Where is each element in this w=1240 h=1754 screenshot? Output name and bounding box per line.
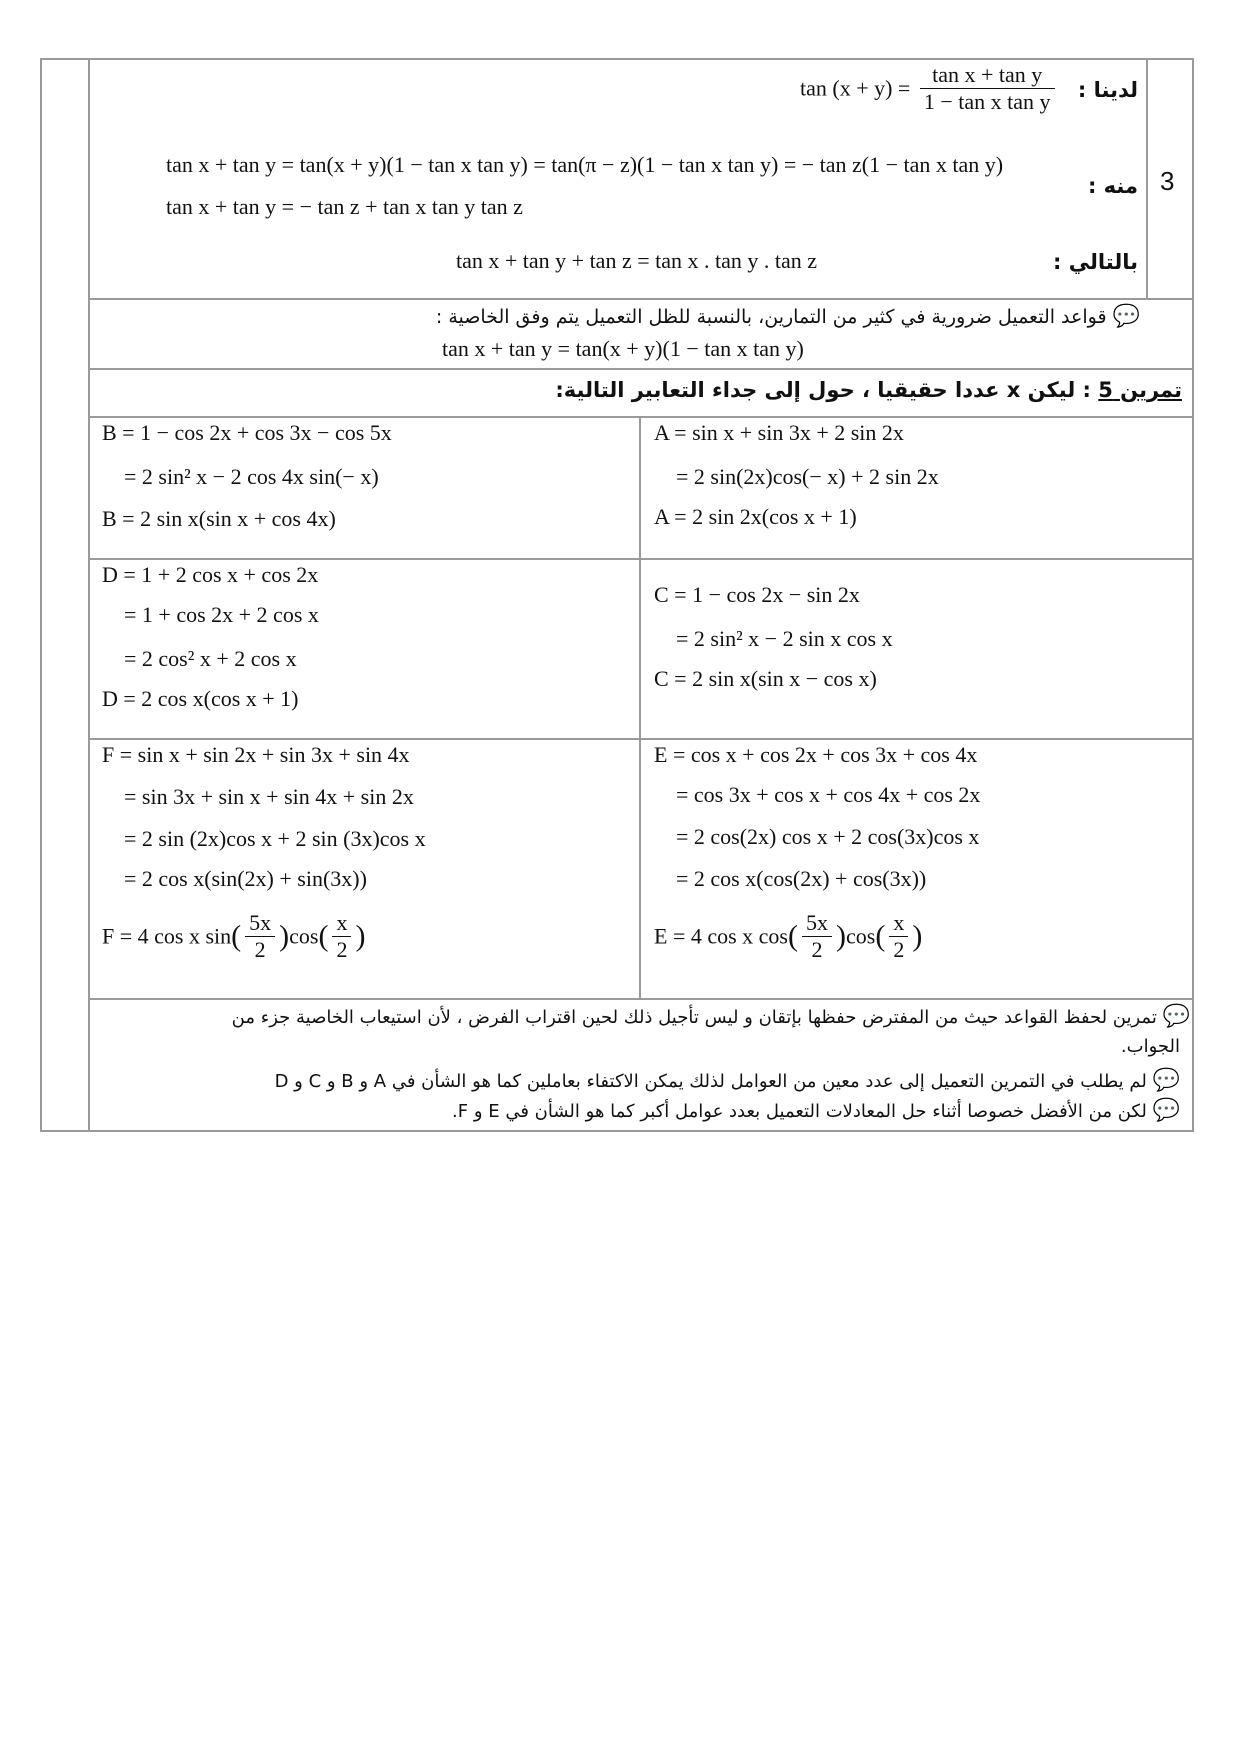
label-therefore: بالتالي : [1053,250,1138,274]
eq-hence-1: tan x + tan y = tan(x + y)(1 − tan x tan y) = tan(π − z)(1 − tan x tan y) = − tan z(1 − tan x tan y) [166,152,1004,177]
note-bottom-2 [275,1068,1180,1093]
rule-ex5-bottom [88,416,1194,418]
cell-d-line-1: D = 1 + 2 cos x + cos 2x [102,562,319,587]
cell-b-line-3: B = 2 sin x(sin x + cos 4x) [102,506,336,531]
cell-f-line-4: = 2 cos x(sin(2x) + sin(3x)) [124,866,367,891]
cell-e-line-4: = 2 cos x(cos(2x) + cos(3x)) [676,866,927,891]
cell-f-last-mid: cos [289,923,319,949]
frame-top [40,58,1194,60]
cell-c-line-2: = 2 sin² x − 2 sin x cos x [676,626,893,651]
cell-d-line-4: D = 2 cos x(cos x + 1) [102,686,299,711]
frame-left [40,58,42,1130]
cell-f-line-5 [102,910,365,963]
cell-e-frac-1-den: 2 [811,937,823,962]
frame-inner-left [88,58,90,1130]
note-bottom-1-cont: الجواب. [1120,1036,1180,1057]
cell-e-line-5 [654,910,922,963]
cell-f-frac-2 [332,910,351,963]
cell-e-frac-2-den: 2 [893,937,905,962]
note-bottom-3-text: لكن من الأفضل خصوصا أثناء حل المعادلات التعميل بعدد عوامل أكبر كما هو الشأن في E و F. [452,1101,1147,1122]
exercise5-heading [555,378,1182,402]
cell-f-frac-1-den: 2 [254,937,266,962]
eq-given-den: 1 − tan x tan y [923,89,1051,114]
cell-f-last-pre: F = 4 cos x sin [102,923,232,949]
frame-right [1192,58,1194,1130]
exercise5-sep: : [1075,378,1099,402]
row-number: 3 [1160,166,1175,196]
cell-a-line-2: = 2 sin(2x)cos(− x) + 2 sin 2x [676,464,939,489]
note-bottom-1 [232,1004,1190,1029]
eq-given [800,62,1059,115]
exercise5-statement: ليكن x عددا حقيقيا ، حول إلى جداء التعابير التالية: [555,378,1076,402]
note1-text: قواعد التعميل ضرورية في كثير من التمارين، بالنسبة للظل التعميل يتم وفق الخاصية : [435,306,1107,328]
cell-e-line-1: E = cos x + cos 2x + cos 3x + cos 4x [654,742,978,767]
note1 [436,304,1140,329]
cell-f-line-2: = sin 3x + sin x + sin 4x + sin 2x [124,784,414,809]
exercise5-title: تمرين 5 [1098,378,1182,402]
cell-e-line-2: = cos 3x + cos x + cos 4x + cos 2x [676,782,981,807]
paren-close-2: ) [912,919,923,953]
rule-row3-bottom [88,298,1194,300]
cell-a-line-1: A = sin x + sin 3x + 2 sin 2x [654,420,904,445]
cell-e-frac-1 [802,910,832,963]
cell-c-line-3: C = 2 sin x(sin x − cos x) [654,666,877,691]
cell-f-frac-2-num: x [332,910,351,937]
cell-d-line-3: = 2 cos² x + 2 cos x [124,646,297,671]
speech-bubble-icon: 💬 [1152,1068,1180,1093]
eq-result: tan x + tan y + tan z = tan x . tan y . tan z [456,248,818,273]
cell-d-line-2: = 1 + cos 2x + 2 cos x [124,602,319,627]
rule-grid-1 [88,558,1194,560]
cell-e-line-3: = 2 cos(2x) cos x + 2 cos(3x)cos x [676,824,980,849]
eq-given-num: tan x + tan y [920,62,1055,89]
rule-note1-bottom [88,368,1194,370]
grid-mid-col [639,416,641,998]
cell-f-frac-2-den: 2 [336,937,348,962]
label-hence: منه : [1087,174,1138,198]
rule-grid-2 [88,738,1194,740]
cell-c-line-1: C = 1 − cos 2x − sin 2x [654,582,860,607]
cell-f-frac-1 [245,910,275,963]
paren-open-2: ( [318,919,329,953]
rule-grid-3 [88,998,1194,1000]
speech-bubble-icon: 💬 [1112,304,1140,329]
label-given: لدينا : [1077,78,1138,102]
cell-e-last-mid: cos [846,923,876,949]
paren-close: ) [279,919,290,953]
paren-close: ) [836,919,846,953]
cell-f-line-3: = 2 sin (2x)cos x + 2 sin (3x)cos x [124,826,426,851]
eq-hence-2: tan x + tan y = − tan z + tan x tan y tan z [166,194,523,219]
cell-f-frac-1-num: 5x [245,910,275,937]
paren-close-2: ) [355,919,366,953]
eq-given-fraction [920,62,1055,115]
cell-f-line-1: F = sin x + sin 2x + sin 3x + sin 4x [102,742,410,767]
cell-e-last-pre: E = 4 cos x cos [654,923,788,949]
cell-b-line-2: = 2 sin² x − 2 cos 4x sin(− x) [124,464,379,489]
speech-bubble-icon: 💬 [1162,1004,1190,1029]
frame-number-col [1146,58,1148,298]
cell-a-line-3: A = 2 sin 2x(cos x + 1) [654,504,857,529]
paren-open-2: ( [875,919,886,953]
note-bottom-3 [452,1098,1180,1123]
eq-given-lhs: tan (x + y) = [800,75,911,101]
paren-open: ( [231,919,242,953]
cell-e-frac-1-num: 5x [802,910,832,937]
paren-open: ( [788,919,798,953]
note-bottom-1-text: تمرين لحفظ القواعد حيث من المفترض حفظها بإتقان و ليس تأجيل ذلك لحين اقتراب الفرض ، لأن استيعاب الخاصية جزء من [231,1007,1157,1028]
cell-e-frac-2 [889,910,908,963]
note1-formula: tan x + tan y = tan(x + y)(1 − tan x tan y) [442,336,804,361]
cell-e-frac-2-num: x [889,910,908,937]
note-bottom-2-text: لم يطلب في التمرين التعميل إلى عدد معين من العوامل لذلك يمكن الاكتفاء بعاملين كما هو الشأن في A و B و C و D [274,1071,1147,1092]
frame-bottom [40,1130,1194,1132]
cell-b-line-1: B = 1 − cos 2x + cos 3x − cos 5x [102,420,392,445]
speech-bubble-icon: 💬 [1152,1098,1180,1123]
